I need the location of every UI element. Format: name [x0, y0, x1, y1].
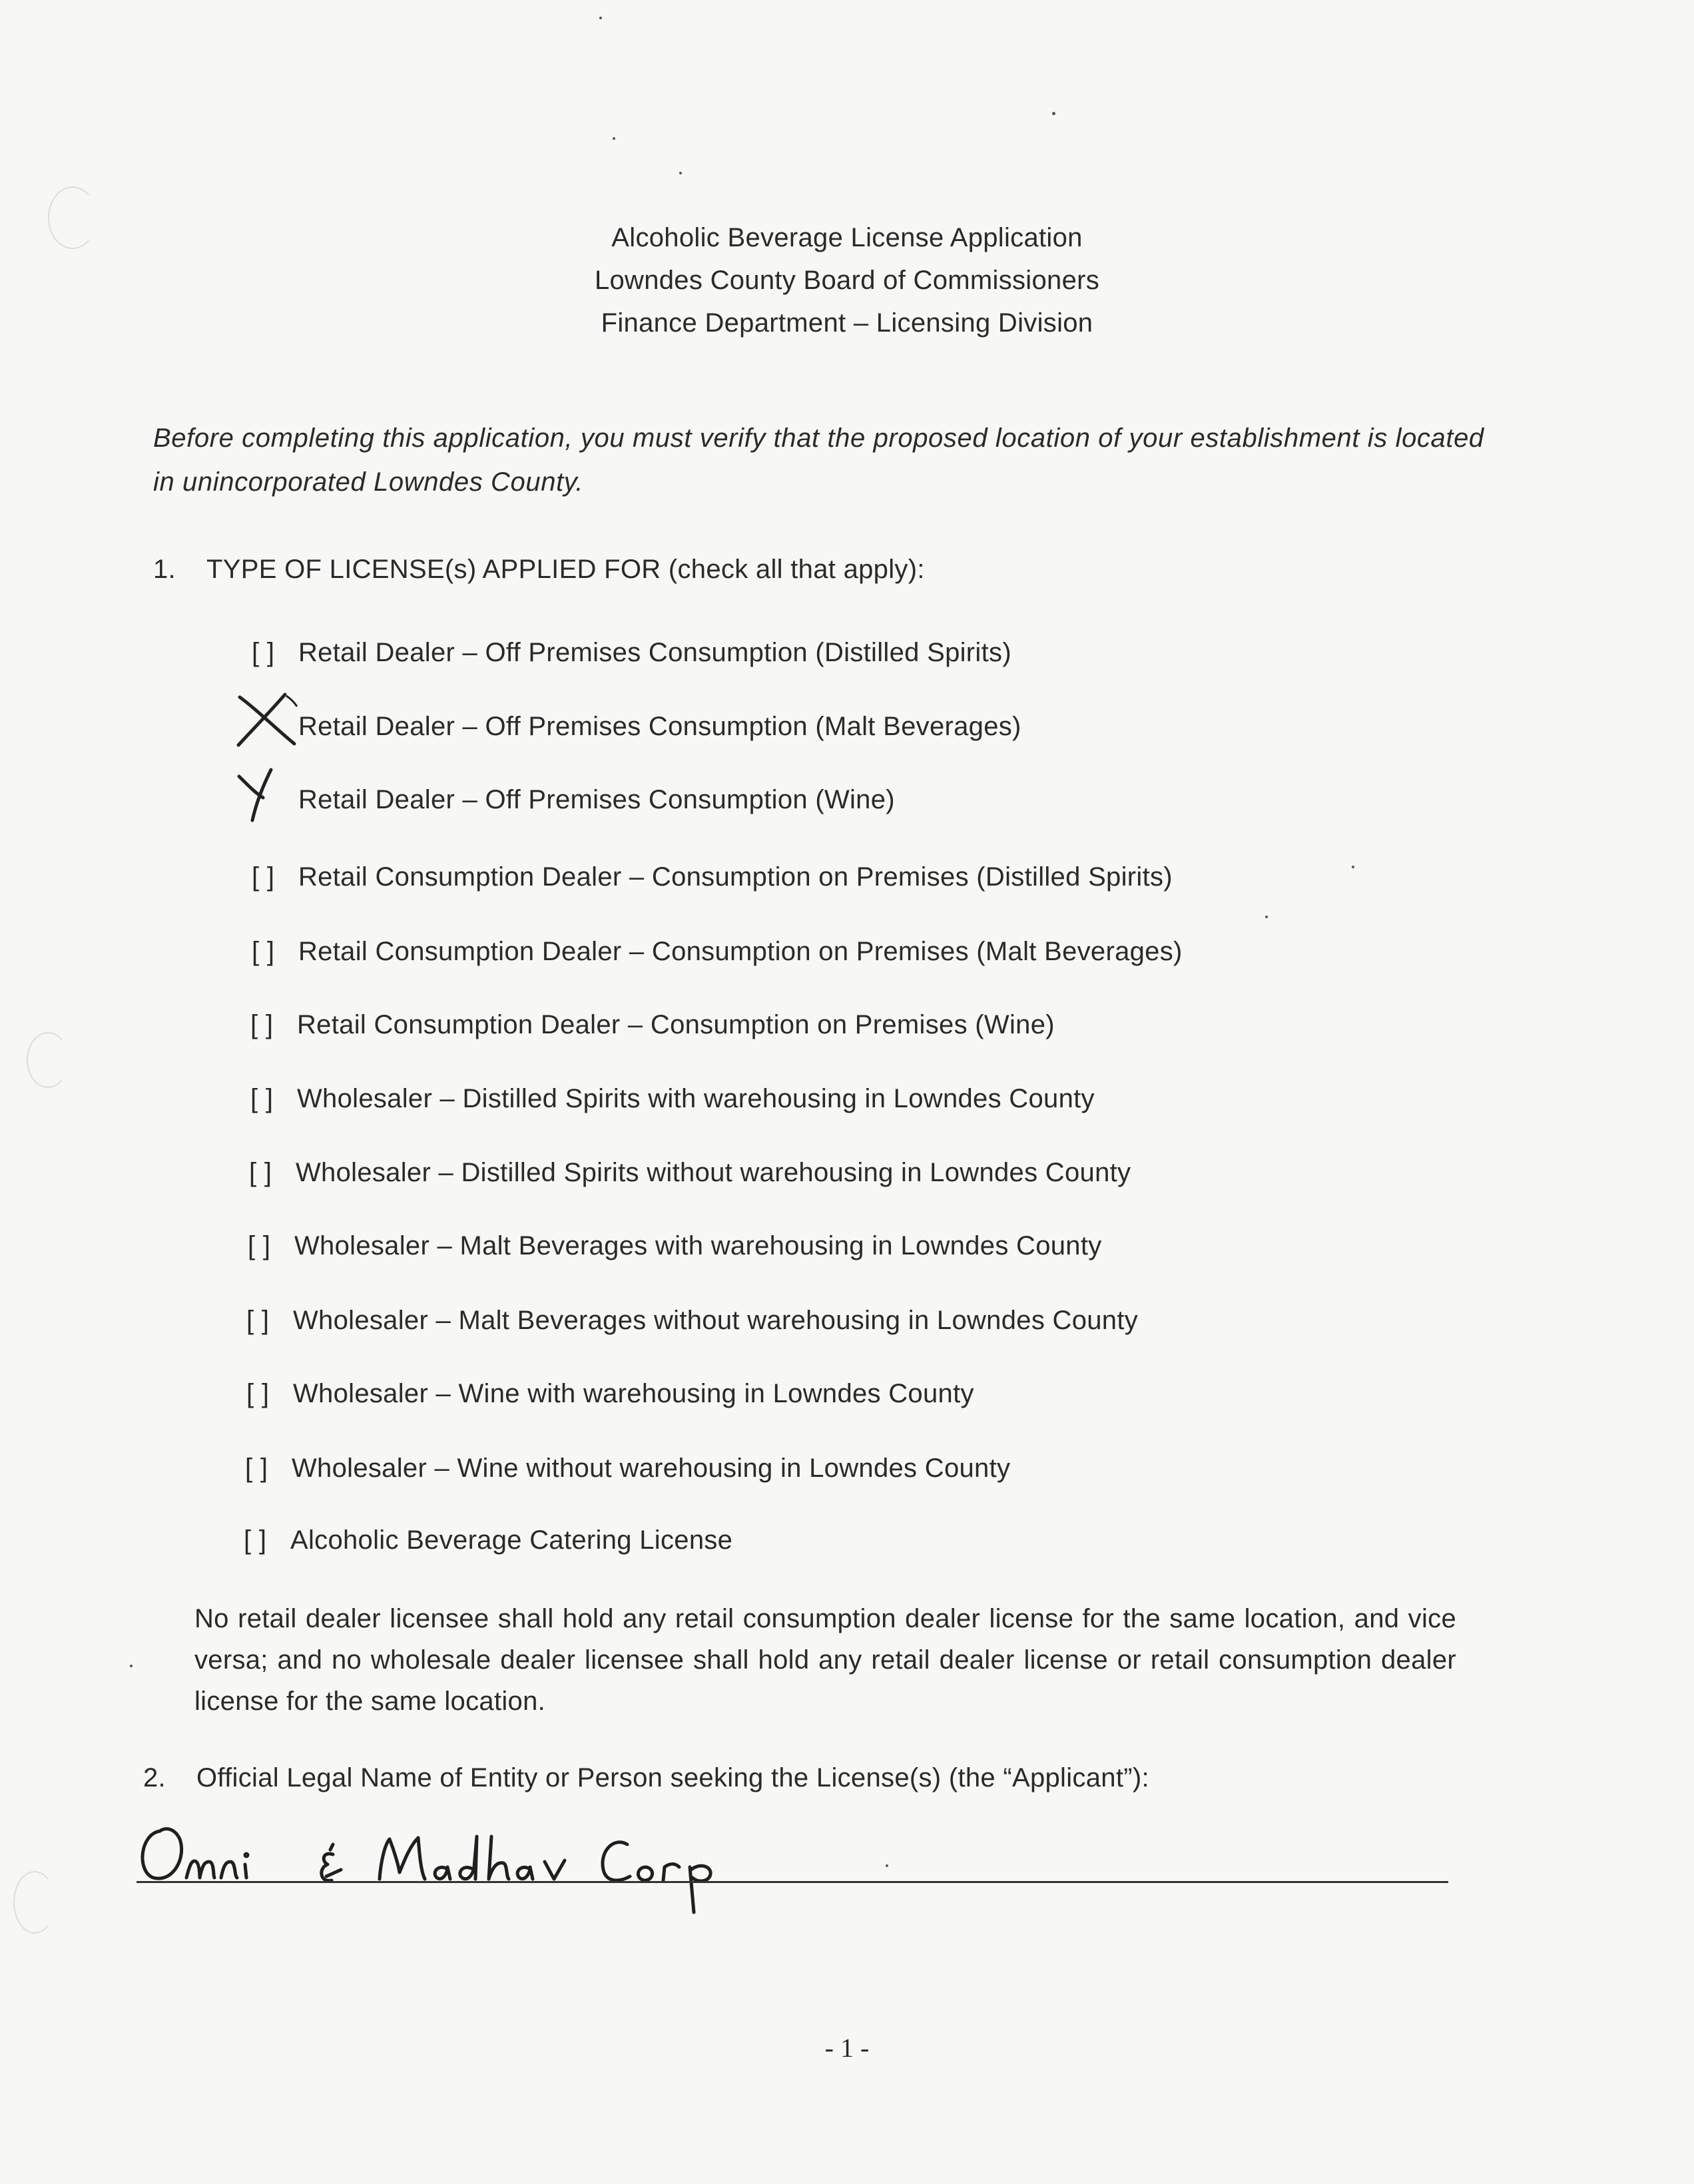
checkbox[interactable]: [ ]	[252, 937, 275, 966]
scan-speck	[1352, 866, 1354, 868]
handwritten-x-check-icon	[230, 766, 283, 826]
license-option[interactable]	[250, 1082, 1095, 1115]
checkbox[interactable]: [ ]	[248, 1231, 271, 1260]
license-option[interactable]	[250, 1008, 1055, 1041]
license-option[interactable]	[252, 860, 1173, 894]
question-1-label: TYPE OF LICENSE(s) APPLIED FOR (check all that apply):	[206, 555, 925, 584]
question-1-number: 1.	[153, 555, 176, 584]
checkbox[interactable]: [ ]	[244, 1525, 267, 1555]
license-option-label: Wholesaler – Distilled Spirits with warehousing in Lowndes County	[297, 1084, 1095, 1113]
license-option[interactable]	[252, 783, 895, 816]
license-option[interactable]	[252, 935, 1183, 968]
license-option-label: Retail Dealer – Off Premises Consumption (Malt Beverages)	[298, 712, 1021, 741]
license-option-label: Retail Consumption Dealer – Consumption on Premises (Malt Beverages)	[298, 937, 1183, 966]
handwritten-x-check-icon	[233, 689, 306, 749]
header-agency: Lowndes County Board of Commissioners	[594, 266, 1100, 295]
checkbox[interactable]: [ ]	[250, 1084, 274, 1113]
license-option[interactable]	[246, 1377, 974, 1410]
scan-speck	[613, 137, 615, 140]
question-2	[143, 1761, 1149, 1794]
license-option[interactable]	[252, 710, 1021, 743]
checkbox[interactable]: [ ]	[246, 1379, 270, 1408]
hole-punch-mark	[27, 1032, 69, 1088]
checkbox[interactable]: [ ]	[246, 1306, 270, 1335]
checkbox[interactable]: [ ]	[245, 1454, 268, 1483]
scan-speck	[1052, 112, 1055, 115]
license-option-label: Wholesaler – Distilled Spirits without warehousing in Lowndes County	[296, 1158, 1131, 1187]
scan-speck	[679, 172, 682, 174]
license-option-label: Retail Dealer – Off Premises Consumption (Distilled Spirits)	[298, 638, 1011, 667]
intro-instruction: Before completing this application, you must verify that the proposed location of your establishment is located in unincorporated Lowndes County.	[153, 423, 1484, 497]
license-option-label: Wholesaler – Malt Beverages without warehousing in Lowndes County	[293, 1306, 1139, 1335]
page-number: - 1 -	[824, 2033, 870, 2063]
license-option-label: Alcoholic Beverage Catering License	[290, 1525, 733, 1555]
hole-punch-mark	[48, 186, 97, 249]
header-title: Alcoholic Beverage License Application	[611, 223, 1083, 252]
license-option-label: Wholesaler – Wine with warehousing in Lowndes County	[293, 1379, 974, 1408]
answer-line	[137, 1881, 1448, 1883]
checkbox[interactable]: [ ]	[252, 638, 275, 667]
scan-speck	[1265, 916, 1268, 918]
scan-speck	[130, 1665, 133, 1667]
checkbox[interactable]: [ ]	[252, 862, 275, 892]
license-restriction-note: No retail dealer licensee shall hold any retail consumption dealer license for the same location, and vice versa; and no wholesale dealer licensee shall hold any retail dealer license or retail consumption dealer license for the same location.	[194, 1604, 1456, 1716]
license-option[interactable]	[244, 1523, 732, 1557]
license-option-label: Retail Dealer – Off Premises Consumption (Wine)	[298, 785, 895, 814]
license-option[interactable]	[246, 1304, 1138, 1337]
license-option[interactable]	[252, 636, 1011, 669]
question-1	[153, 553, 925, 586]
license-option-label: Wholesaler – Malt Beverages with warehousing in Lowndes County	[294, 1231, 1102, 1260]
checkbox[interactable]: [ ]	[249, 1158, 272, 1187]
license-option-label: Wholesaler – Wine without warehousing in Lowndes County	[292, 1454, 1011, 1483]
license-option[interactable]	[249, 1156, 1131, 1189]
question-2-number: 2.	[143, 1763, 166, 1792]
license-option-label: Retail Consumption Dealer – Consumption on Premises (Distilled Spirits)	[298, 862, 1173, 892]
scan-speck	[599, 17, 602, 19]
license-option[interactable]	[248, 1229, 1102, 1262]
checkbox[interactable]: [ ]	[250, 1010, 274, 1039]
handwritten-applicant-name	[133, 1798, 746, 1918]
document-header	[0, 216, 1694, 344]
license-option[interactable]	[245, 1452, 1010, 1485]
header-division: Finance Department – Licensing Division	[601, 308, 1093, 338]
question-2-label: Official Legal Name of Entity or Person seeking the License(s) (the “Applicant”):	[196, 1763, 1149, 1792]
license-option-label: Retail Consumption Dealer – Consumption on Premises (Wine)	[297, 1010, 1055, 1039]
scan-speck	[886, 1864, 888, 1867]
hole-punch-mark	[13, 1871, 56, 1934]
